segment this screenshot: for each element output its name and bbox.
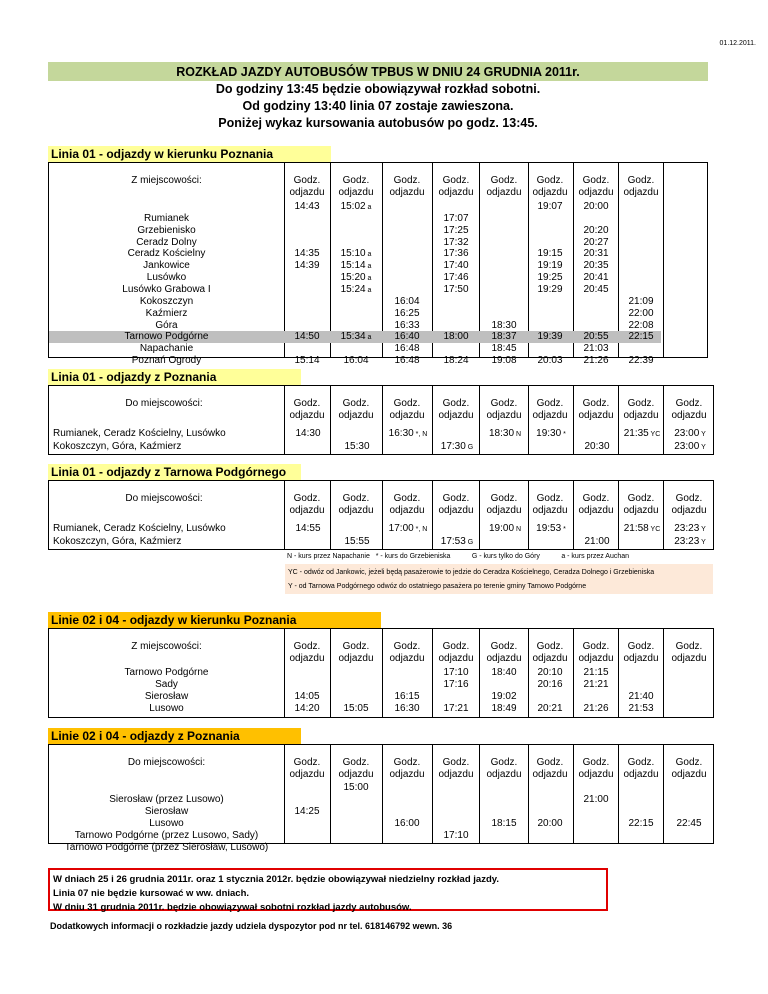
departure-time: 18:45 xyxy=(491,343,517,355)
stop-name: Lusówko xyxy=(146,272,187,284)
stop-name: Ceradz Kościelny xyxy=(127,248,206,260)
stop-name: Jankowice xyxy=(143,260,190,272)
departure-time: 18:30 N xyxy=(488,428,522,439)
section-title: Linia 01 - odjazdy w kierunku Poznania xyxy=(48,146,331,163)
column-divider xyxy=(330,745,331,843)
departure-time: 15:20 a xyxy=(340,272,372,284)
departure-time: 16:48 xyxy=(394,355,420,367)
departure-time: 15:34 a xyxy=(340,331,372,343)
departure-time: 20:30 xyxy=(584,441,610,452)
departure-time: 15:30 xyxy=(344,441,370,452)
notice-line-2: Linia 07 nie będzie kursować w ww. dniach. xyxy=(53,888,250,899)
departure-time: 19:19 xyxy=(537,260,563,272)
departure-time: 21:21 xyxy=(583,679,609,690)
stop-name: Tarnowo Podgórne (przez Sierosław, Lusowo) xyxy=(64,842,269,853)
column-header: Godz. odjazdu xyxy=(623,493,659,516)
stop-name: Lusowo xyxy=(149,703,184,714)
column-header: Godz. odjazdu xyxy=(438,175,474,198)
column-divider xyxy=(479,629,480,717)
departure-time: 21:09 xyxy=(628,295,654,307)
column-header: Godz. odjazdu xyxy=(486,493,522,516)
departure-time: 15:14 xyxy=(294,355,320,367)
stop-name: Rumianek xyxy=(143,212,190,224)
column-header: Godz. odjazdu xyxy=(532,398,568,421)
stop-name: Kokoszczyn xyxy=(139,295,194,307)
stop-name: Sierosław (przez Lusowo) xyxy=(109,794,224,805)
column-header: Godz. odjazdu xyxy=(578,757,614,780)
column-header: Godz. odjazdu xyxy=(623,641,659,664)
timetable-lines02-04-to-poznan xyxy=(48,628,714,718)
departure-time: 19:29 xyxy=(537,283,563,295)
departure-time: 16:48 xyxy=(394,343,420,355)
column-header: Godz. odjazdu xyxy=(438,757,474,780)
departure-time: 21:26 xyxy=(583,703,609,714)
departure-time: 18:49 xyxy=(491,703,517,714)
departure-time: 20:00 xyxy=(537,818,563,829)
column-header: Godz. odjazdu xyxy=(338,175,374,198)
column-header: Godz. odjazdu xyxy=(623,175,659,198)
column-header: Godz. odjazdu xyxy=(486,175,522,198)
header-line-1: ROZKŁAD JAZDY AUTOBUSÓW TPBUS W DNIU 24 GRUDNIA 2011r. xyxy=(176,65,580,79)
column-header: Godz. odjazdu xyxy=(389,493,425,516)
departure-time: 18:40 xyxy=(491,667,517,678)
header-line-4: Poniżej wykaz kursowania autobusów po godz. 13:45. xyxy=(218,116,538,130)
stop-name: Góra xyxy=(155,319,178,331)
departure-time: 19:15 xyxy=(537,248,563,260)
column-header: Godz. odjazdu xyxy=(671,493,707,516)
departure-time: 22:15 xyxy=(628,331,654,343)
departure-time: 16:25 xyxy=(394,307,420,319)
departure-time: 20:35 xyxy=(583,260,609,272)
column-header: Godz. odjazdu xyxy=(623,757,659,780)
column-divider xyxy=(382,481,383,549)
column-divider xyxy=(382,163,383,357)
column-header: Godz. odjazdu xyxy=(438,641,474,664)
header-line-3: Od godziny 13:40 linia 07 zostaje zawieszona. xyxy=(242,99,514,113)
column-header: Godz. odjazdu xyxy=(578,641,614,664)
column-divider xyxy=(382,745,383,843)
departure-time: 19:25 xyxy=(537,272,563,284)
stop-name: Poznań Ogrody xyxy=(131,355,202,367)
departure-time: 17:53 G xyxy=(440,536,474,547)
departure-time: 20:00 xyxy=(583,201,609,212)
departure-time: 18:24 xyxy=(443,355,469,367)
departure-time: 16:33 xyxy=(394,319,420,331)
departure-time: 17:10 xyxy=(443,830,469,841)
departure-time: 18:30 xyxy=(491,319,517,331)
column-header: Godz. odjazdu xyxy=(532,757,568,780)
stop-name: Napachanie xyxy=(139,343,194,355)
stop-name: Lusówko Grabowa I xyxy=(122,283,211,295)
departure-time: 21:58 YC xyxy=(623,523,661,534)
column-header: Godz. odjazdu xyxy=(671,398,707,421)
section-title: Linia 01 - odjazdy z Tarnowa Podgórnego xyxy=(48,464,301,481)
column-divider xyxy=(432,745,433,843)
departure-time: 22:15 xyxy=(628,818,654,829)
departure-time: 15:24 a xyxy=(340,283,372,295)
legend-n: N - kurs przez Napachanie xyxy=(287,553,370,560)
column-header: Godz. odjazdu xyxy=(289,757,325,780)
column-header: Godz. odjazdu xyxy=(289,493,325,516)
column-divider xyxy=(663,386,664,454)
departure-time: 16:30 xyxy=(394,703,420,714)
column-divider xyxy=(330,481,331,549)
departure-time: 17:36 xyxy=(443,248,469,260)
departure-time: 17:32 xyxy=(443,236,469,248)
legend-a: a - kurs przez Auchan xyxy=(561,553,630,560)
departure-time: 20:03 xyxy=(537,355,563,367)
departure-time: 20:20 xyxy=(583,224,609,236)
departure-time: 22:39 xyxy=(628,355,654,367)
departure-time: 21:03 xyxy=(583,343,609,355)
departure-time: 17:21 xyxy=(443,703,469,714)
column-header: Godz. odjazdu xyxy=(671,757,707,780)
origin-label: Z miejscowości: xyxy=(131,175,202,186)
stop-name: Sierosław xyxy=(144,691,189,702)
destination-row: Rumianek, Ceradz Kościelny, Lusówko xyxy=(53,523,226,534)
column-header: Godz. odjazdu xyxy=(578,493,614,516)
departure-time: 17:16 xyxy=(443,679,469,690)
timetable-line01-to-poznan xyxy=(48,162,708,367)
departure-time: 19:53 * xyxy=(536,523,566,534)
departure-time: 17:10 xyxy=(443,667,469,678)
holiday-notice xyxy=(48,868,608,911)
departure-time: 14:30 xyxy=(295,428,321,439)
departure-time: 19:00 N xyxy=(488,523,522,534)
stop-name: Ceradz Dolny xyxy=(136,236,197,248)
departure-time: 19:39 xyxy=(537,331,563,343)
departure-time: 20:45 xyxy=(583,283,609,295)
departure-time: 16:00 xyxy=(394,818,420,829)
departure-time: 18:15 xyxy=(491,818,517,829)
departure-time: 17:40 xyxy=(443,260,469,272)
column-divider xyxy=(479,163,480,357)
departure-time: 14:35 xyxy=(294,248,320,260)
column-divider xyxy=(479,745,480,843)
column-divider xyxy=(330,629,331,717)
departure-time: 20:31 xyxy=(583,248,609,260)
legend-y: Y - od Tarnowa Podgórnego odwóz do ostatniego pasażera po terenie gminy Tarnowo Podgórne xyxy=(288,583,587,590)
departure-time: 21:15 xyxy=(583,667,609,678)
column-header: Godz. odjazdu xyxy=(389,398,425,421)
departure-time: 17:30 G xyxy=(440,441,474,452)
notice-line-3: W dniu 31 grudnia 2011r. będzie obowiązywał sobotni rozkład jazdy autobusów. xyxy=(53,902,412,913)
column-header: Godz. odjazdu xyxy=(532,641,568,664)
timetable-line01-from-tarnowo xyxy=(48,480,714,550)
column-divider xyxy=(663,481,664,549)
departure-time: 20:27 xyxy=(583,236,609,248)
departure-time: 19:07 xyxy=(537,201,563,212)
column-header: Godz. odjazdu xyxy=(338,641,374,664)
destination-row: Kokoszczyn, Góra, Kaźmierz xyxy=(53,441,182,452)
column-header: Godz. odjazdu xyxy=(389,641,425,664)
departure-time: 21:00 xyxy=(584,536,610,547)
column-header: Godz. odjazdu xyxy=(289,398,325,421)
destination-row: Rumianek, Ceradz Kościelny, Lusówko xyxy=(53,428,226,439)
column-header: Godz. odjazdu xyxy=(578,398,614,421)
departure-time: 15:02 a xyxy=(340,201,372,212)
stop-name: Sierosław xyxy=(144,806,189,817)
departure-time: 17:00 *, N xyxy=(388,523,428,534)
column-header: Godz. odjazdu xyxy=(338,493,374,516)
document-date: 01.12.2011. xyxy=(719,40,756,47)
column-divider xyxy=(330,386,331,454)
stop-name: Tarnowo Podgórne (przez Lusowo, Sady) xyxy=(74,830,259,841)
departure-time: 21:26 xyxy=(583,355,609,367)
departure-time: 14:05 xyxy=(294,691,320,702)
departure-time: 15:05 xyxy=(343,703,369,714)
departure-time: 14:43 xyxy=(294,201,320,212)
column-header: Godz. odjazdu xyxy=(289,175,325,198)
timetable-line01-from-poznan xyxy=(48,385,714,455)
departure-time: 17:25 xyxy=(443,224,469,236)
departure-time: 16:15 xyxy=(394,691,420,702)
departure-time: 17:46 xyxy=(443,272,469,284)
departure-time: 16:30 *, N xyxy=(388,428,428,439)
departure-time: 23:23 Y xyxy=(674,523,706,534)
notice-line-1: W dniach 25 i 26 grudnia 2011r. oraz 1 stycznia 2012r. będzie obowiązywał niedzielny rozkład jazdy. xyxy=(53,874,499,885)
departure-time: 20:41 xyxy=(583,272,609,284)
destination-label: Do miejscowości: xyxy=(127,757,206,768)
departure-time: 23:23 Y xyxy=(674,536,706,547)
departure-time: 15:10 a xyxy=(340,248,372,260)
destination-label: Do miejscowości: xyxy=(125,398,203,409)
column-header: Godz. odjazdu xyxy=(486,641,522,664)
destination-label: Do miejscowości: xyxy=(125,493,203,504)
column-header: Godz. odjazdu xyxy=(289,641,325,664)
departure-time: 21:35 YC xyxy=(623,428,661,439)
legend-g: G - kurs tylko do Góry xyxy=(471,553,540,560)
departure-time: 19:08 xyxy=(491,355,517,367)
announcement-header xyxy=(48,64,708,132)
column-divider xyxy=(382,629,383,717)
stop-name: Kaźmierz xyxy=(145,307,188,319)
column-header: Godz. odjazdu xyxy=(438,493,474,516)
column-divider xyxy=(382,386,383,454)
contact-footer: Dodatkowych informacji o rozkładzie jazdy udziela dyspozytor pod nr tel. 618146792 wewn. 36 xyxy=(50,921,453,931)
departure-time: 15:14 a xyxy=(340,260,372,272)
departure-time: 20:21 xyxy=(537,703,563,714)
column-header: Godz. odjazdu xyxy=(486,398,522,421)
departure-time: 23:00 Y xyxy=(674,441,706,452)
stop-name: Sady xyxy=(155,679,178,690)
column-header: Godz. odjazdu xyxy=(623,398,659,421)
column-header: Godz. odjazdu xyxy=(338,398,374,421)
departure-time: 14:39 xyxy=(294,260,320,272)
departure-time: 18:37 xyxy=(491,331,517,343)
departure-time: 20:10 xyxy=(537,667,563,678)
section-title: Linia 01 - odjazdy z Poznania xyxy=(48,369,301,386)
timetable-lines02-04-from-poznan xyxy=(48,744,714,853)
departure-time: 15:00 xyxy=(343,782,369,793)
departure-time: 19:02 xyxy=(491,691,517,702)
origin-label: Z miejscowości: xyxy=(131,641,202,652)
departure-time: 20:55 xyxy=(583,331,609,343)
departure-time: 21:00 xyxy=(583,794,609,805)
departure-time: 14:55 xyxy=(295,523,321,534)
stop-name: Tarnowo Podgórne xyxy=(124,331,209,343)
column-header: Godz. odjazdu xyxy=(532,175,568,198)
legend-star: * - kurs do Grzebieniska xyxy=(375,553,451,560)
departure-time: 23:00 Y xyxy=(674,428,706,439)
departure-time: 20:16 xyxy=(537,679,563,690)
column-header: Godz. odjazdu xyxy=(389,175,425,198)
column-divider xyxy=(330,163,331,357)
departure-time: 17:07 xyxy=(443,212,469,224)
column-header: Godz. odjazdu xyxy=(438,398,474,421)
column-header: Godz. odjazdu xyxy=(532,493,568,516)
departure-time: 22:45 xyxy=(676,818,702,829)
departure-time: 16:04 xyxy=(394,295,420,307)
departure-time: 14:20 xyxy=(294,703,320,714)
departure-time: 22:00 xyxy=(628,307,654,319)
departure-time: 16:40 xyxy=(394,331,420,343)
departure-time: 14:25 xyxy=(294,806,320,817)
legend-yc: YC - odwóz od Jankowic, jeżeli będą pasażerowie to jedzie do Ceradza Kościelnego, Ceradza Dolnego i Grzebieniska xyxy=(288,569,655,576)
departure-time: 18:00 xyxy=(443,331,469,343)
stop-name: Grzebienisko xyxy=(137,224,196,236)
section-title: Linie 02 i 04 - odjazdy w kierunku Poznania xyxy=(48,612,381,629)
departure-time: 16:04 xyxy=(343,355,369,367)
legend-box xyxy=(285,564,713,594)
header-line-2: Do godziny 13:45 będzie obowiązywał rozkład sobotni. xyxy=(215,82,541,96)
departure-time: 14:50 xyxy=(294,331,320,343)
departure-time: 19:30 * xyxy=(536,428,566,439)
column-header: Godz. odjazdu xyxy=(578,175,614,198)
column-header: Godz. odjazdu xyxy=(338,757,374,780)
legend-line xyxy=(287,553,707,560)
column-header: Godz. odjazdu xyxy=(389,757,425,780)
departure-time: 17:50 xyxy=(443,283,469,295)
destination-row: Kokoszczyn, Góra, Kaźmierz xyxy=(53,536,182,547)
departure-time: 22:08 xyxy=(628,319,654,331)
departure-time: 21:40 xyxy=(628,691,654,702)
departure-time: 21:53 xyxy=(628,703,654,714)
column-header: Godz. odjazdu xyxy=(671,641,707,664)
section-title: Linie 02 i 04 - odjazdy z Poznania xyxy=(48,728,301,745)
stop-name: Lusowo xyxy=(149,818,184,829)
column-header: Godz. odjazdu xyxy=(486,757,522,780)
departure-time: 15:55 xyxy=(344,536,370,547)
stop-name: Tarnowo Podgórne xyxy=(124,667,209,678)
